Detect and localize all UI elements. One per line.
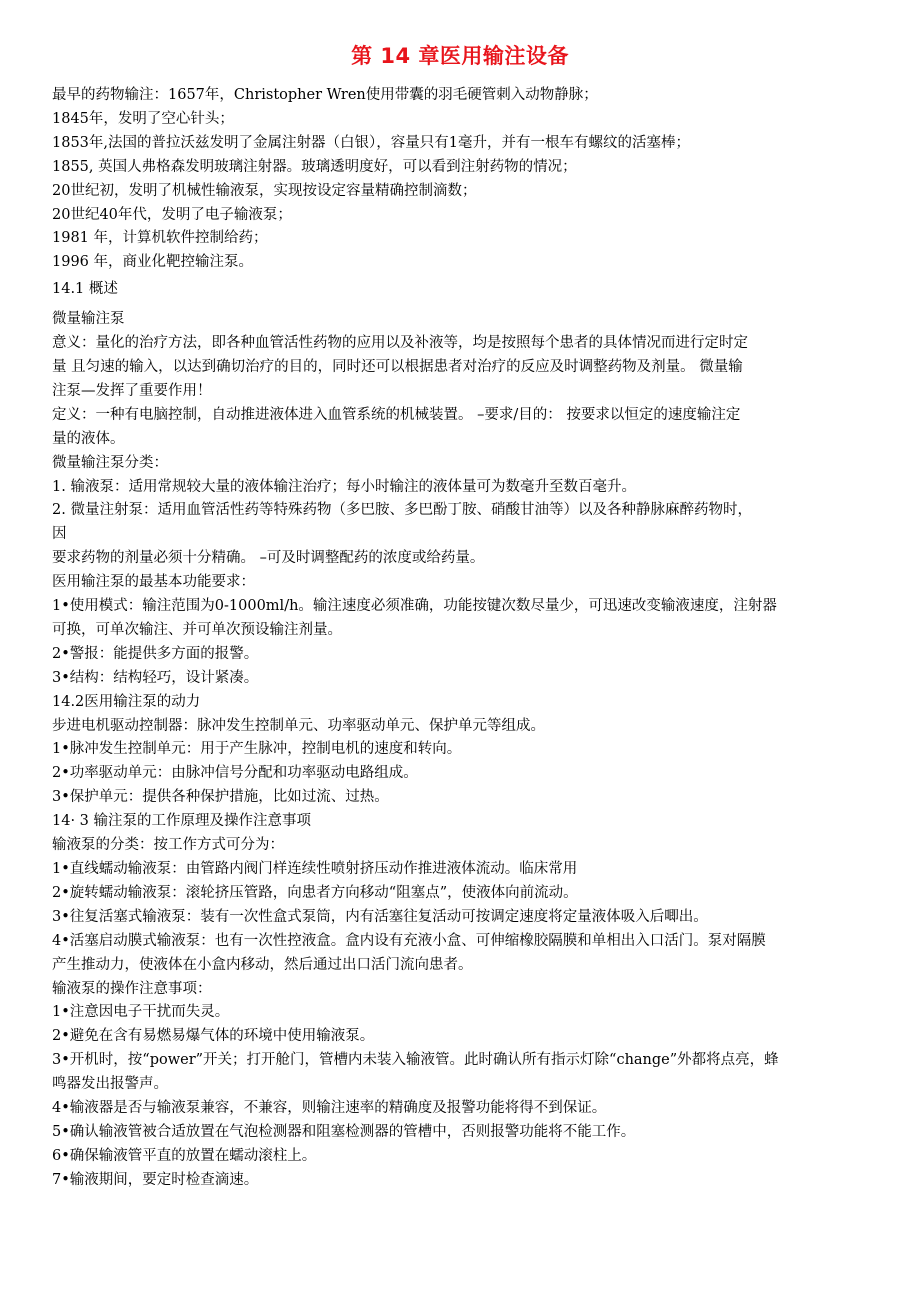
text-line: 4•输液器是否与输液泵兼容，不兼容，则输注速率的精确度及报警功能将得不到保证。 [52, 1100, 607, 1117]
text-line: 6•确保输液管平直的放置在蠕动滚柱上。 [52, 1147, 317, 1164]
text-line: 步进电机驱动控制器：脉冲发生控制单元、功率驱动单元、保护单元等组成。 [52, 717, 545, 734]
text-line: 1981 年，计算机软件控制给药； [52, 230, 268, 247]
text-line: 1996 年，商业化靶控输注泵。 [52, 254, 254, 271]
text-line: 4•活塞启动膜式输液泵：也有一次性控液盒。盒内设有充液小盒、可伸缩橡胶隔膜和单相出入口活门。泵对隔膜 [52, 932, 766, 949]
text-line: 医用输注泵的最基本功能要求： [52, 574, 255, 591]
text-line: 1853年,法国的普拉沃兹发明了金属注射器（白银），容量只有1毫升，并有一根车有螺纹的活塞棒； [52, 134, 690, 151]
text-line: 14.1 概述 [52, 281, 118, 298]
text-line: 量的液体。 [52, 430, 125, 447]
text-line: 3•开机时，按“power”开关；打开舱门，管槽内未装入输液管。此时确认所有指示灯除“change”外都将点亮，蜂 [52, 1052, 779, 1069]
text-line: 定义：一种有电脑控制，自动推进液体进入血管系统的机械装置。 –要求/目的： 按要求以恒定的速度输注定 [52, 406, 741, 423]
text-line: 鸣器发出报警声。 [52, 1076, 168, 1093]
text-line: 1855, 英国人弗格森发明玻璃注射器。玻璃透明度好，可以看到注射药物的情况； [52, 158, 577, 175]
text-line: 可换，可单次输注、并可单次预设输注剂量。 [52, 621, 342, 638]
text-line: 2•避免在含有易燃易爆气体的环境中使用输液泵。 [52, 1028, 375, 1045]
text-line: 7•输液期间，要定时检查滴速。 [52, 1171, 259, 1188]
text-line: 要求药物的剂量必须十分精确。 –可及时调整配药的浓度或给药量。 [52, 550, 485, 567]
text-line: 1•注意因电子干扰而失灵。 [52, 1004, 230, 1021]
text-line: 1•直线蠕动输液泵：由管路内阀门样连续性喷射挤压动作推进液体流动。临床常用 [52, 861, 578, 877]
text-line: 1•脉冲发生控制单元：用于产生脉冲，控制电机的速度和转向。 [52, 741, 462, 758]
text-line: 因 [52, 526, 67, 543]
text-line: 最早的药物输注：1657年，Christopher Wren使用带囊的羽毛硬管刺入动物静脉； [52, 87, 598, 103]
text-line: 微量输注泵 [52, 311, 125, 328]
text-line: 20世纪初，发明了机械性输液泵，实现按设定容量精确控制滴数； [52, 182, 477, 199]
text-line: 产生推动力，使液体在小盒内移动，然后通过出口活门流向患者。 [52, 956, 473, 973]
text-line: 1•使用模式：输注范围为0-1000ml/h。输注速度必须准确，功能按键次数尽量少，可迅速改变输液速度，注射器 [52, 598, 777, 615]
text-line: 3•结构：结构轻巧，设计紧凑。 [52, 669, 259, 686]
text-line: 输液泵的操作注意事项： [52, 980, 212, 997]
text-line: 2•警报：能提供多方面的报警。 [52, 645, 259, 662]
text-line: 5•确认输液管被合适放置在气泡检测器和阻塞检测器的管槽中，否则报警功能将不能工作。 [52, 1123, 636, 1140]
chapter-title: 第 14 章医用输注设备 [351, 44, 569, 68]
text-line: 3•保护单元：提供各种保护措施，比如过流、过热。 [52, 789, 389, 806]
text-line: 输液泵的分类：按工作方式可分为： [52, 837, 284, 854]
text-line: 微量输注泵分类： [52, 454, 168, 471]
text-line: 2•旋转蠕动输液泵：滚轮挤压管路，向患者方向移动“阻塞点”，使液体向前流动。 [52, 884, 578, 901]
text-line: 2. 微量注射泵：适用血管活性药等特殊药物（多巴胺、多巴酚丁胺、硝酸甘油等）以及各种静脉麻醉药物时， [52, 502, 752, 519]
text-line: 1845年，发明了空心针头； [52, 110, 234, 127]
text-line: 14· 3 输注泵的工作原理及操作注意事项 [52, 813, 312, 830]
text-line: 14.2医用输注泵的动力 [52, 693, 201, 710]
text-line: 意义：量化的治疗方法，即各种血管活性药物的应用以及补液等，均是按照每个患者的具体情况而进行定时定 [52, 335, 748, 352]
text-line: 3•往复活塞式输液泵：装有一次性盒式泵筒，内有活塞往复活动可按调定速度将定量液体吸入后唧出。 [52, 908, 708, 925]
text-line: 1. 输液泵：适用常规较大量的液体输注治疗；每小时输注的液体量可为数毫升至数百毫升。 [52, 478, 636, 495]
text-line: 量 且匀速的输入，以达到确切治疗的目的，同时还可以根据患者对治疗的反应及时调整药物及剂量。 微量输 [52, 358, 743, 375]
text-line: 20世纪40年代，发明了电子输液泵； [52, 206, 292, 223]
text-line: 注泵—发挥了重要作用！ [52, 382, 212, 399]
text-line: 2•功率驱动单元：由脉冲信号分配和功率驱动电路组成。 [52, 765, 418, 782]
document-body [52, 84, 864, 1193]
